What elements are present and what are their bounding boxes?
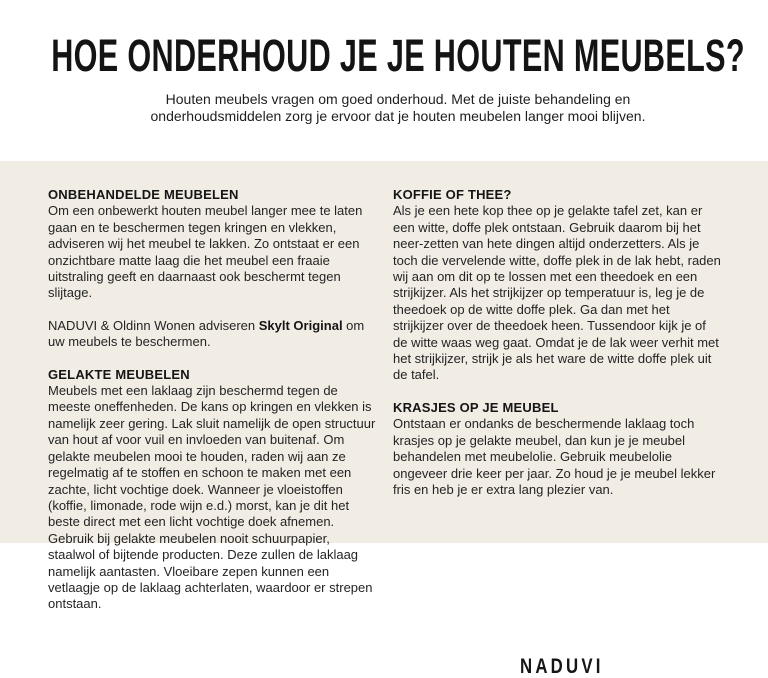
subtitle-line-2: onderhoudsmiddelen zorg je ervoor dat je houten meubelen langer mooi blijven. — [150, 108, 646, 124]
columns — [0, 161, 768, 629]
section-heading: ONBEHANDELDE MEUBELEN — [48, 187, 239, 202]
column-left — [48, 187, 378, 629]
section-heading: KRASJES OP JE MEUBEL — [393, 399, 559, 415]
column-right — [393, 187, 723, 629]
page-header — [14, 0, 768, 125]
naduvi-brand-logo: NADUVI — [520, 655, 604, 678]
section-paragraph: Meubels met een laklaag zijn beschermd tegen de meeste oneffenheden. De kans op kringen en vlekken is namelijk zeer gering. Lak sluit namelijk de open structuur van hout af voor vuil en invloeden van buitenaf. Om gelakte meubelen mooi te houden, raden wij aan ze regelmatig af te stoffen en schoon te maken met een zachte, licht vochtige doek. Wanneer je vloeistoffen (koffie, limonade, rode wijn e.d.) morst, kan je dit het beste direct met een licht vochtige doek afnemen. Gebruik bij gelakte meubelen nooit schuurpapier, staalwol of bijtende producten. Deze zullen de laklaag namelijk aantasten. Vloeibare zepen kunnen een vetlaagje op de laklaag achterlaten, waardoor er strepen ontstaan. — [48, 383, 376, 612]
section-gelakte-meubelen — [48, 367, 378, 613]
subtitle-line-1: Houten meubels vragen om goed onderhoud. Met de juiste behandeling en — [165, 91, 631, 107]
section-paragraph: Als je een hete kop thee op je gelakte tafel zet, kan er een witte, doffe plek ontstaan. Gebruik daarom bij het neer-zetten van hete dingen altijd onderzetters. Als je toch die vervelende witte, doffe plek in de lak hebt, raden wij aan om dit op te lossen met een theedoek en een strijkijzer. Als het strijkijzer op temperatuur is, leg je de theedoek op de witte doffe plek. Ga dan met het strijkijzer over de theedoek heen. Tussendoor kijk je of de witte waas weg gaat. Omdat je de lak weer verhit met het strijkijzer, strijk je als het ware de witte doffe plek uit de tafel. — [393, 203, 721, 383]
page-subtitle — [14, 91, 768, 125]
advice-prefix: NADUVI & Oldinn Wonen adviseren — [48, 317, 259, 333]
section-krasjes-op-je-meubel — [393, 400, 723, 498]
advice-suffix: om uw meubels te beschermen. — [48, 317, 365, 350]
page-title: HOE ONDERHOUD JE JE HOUTEN MEUBELS? — [51, 30, 745, 81]
section-paragraph: Ontstaan er ondanks de beschermende laklaag toch krasjes op je gelakte meubel, dan kun je je meubel behandelen met meubelolie. Gebruik meubelolie ongeveer drie keer per jaar. Zo houd je je meubel lekker fris en heb je er extra lang plezier van. — [393, 416, 716, 497]
section-heading: GELAKTE MEUBELEN — [48, 366, 190, 382]
advice-product-name: Skylt Original — [258, 317, 343, 333]
section-paragraph: Om een onbewerkt houten meubel langer mee te laten gaan en te beschermen tegen kringen en vlekken, adviseren wij het meubel te lakken. Zo ontstaat er een onzichtbare matte laag die het meubel een fraaie uitstraling geeft en daarnaast ook beschermt tegen slijtage. — [48, 203, 363, 301]
section-koffie-of-thee — [393, 187, 723, 384]
title-row — [14, 30, 768, 81]
section-heading: KOFFIE OF THEE? — [393, 187, 512, 202]
section-onbehandelde-meubelen — [48, 187, 378, 351]
content-panel — [0, 161, 768, 678]
section-paragraph-advice — [48, 318, 378, 351]
